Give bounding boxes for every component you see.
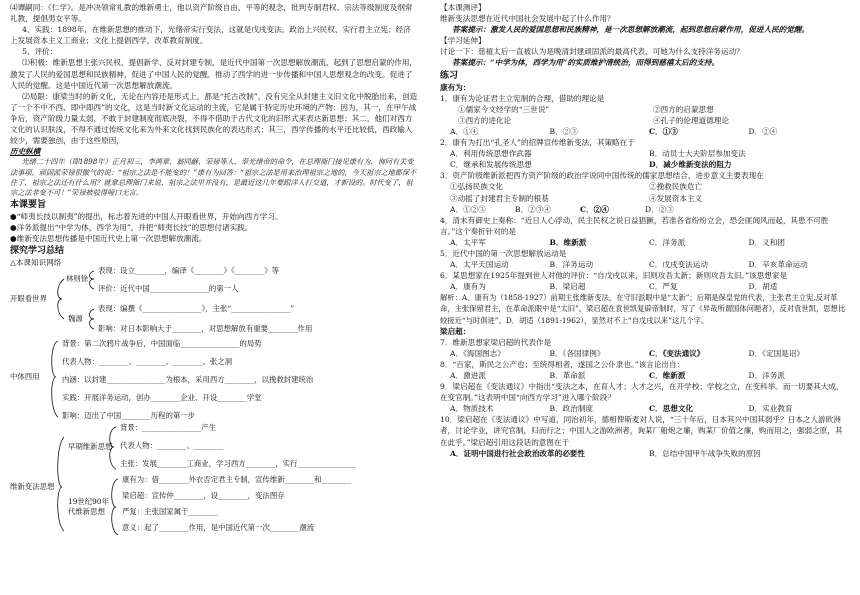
q3-statements-a: ①弘扬民族文化 ②挽救民族危亡 bbox=[450, 182, 703, 192]
network-label: △本课知识网络 bbox=[10, 258, 62, 268]
node-yan-fu: 严复：主张国家属于________ bbox=[122, 506, 219, 516]
practice-paragraph: 4、实践：1898年，在维新思想的推动下，光绪帝实行变法，这就是戊戌变法。政治上兴民权、实行君主立宪；经济上发展资本主义工商业；文化上提倡西学，改革教育制度。 bbox=[10, 25, 411, 46]
extension-question: 讨论一下：慈禧太后一直被认为是晚清封建顽固派的最高代表，可她为什么支持洋务运动？ bbox=[440, 47, 744, 57]
q8-choices: A．激进派 B．革命派 C．维新派 D．洋务派 bbox=[450, 371, 785, 380]
history-heading: 历史纵横 bbox=[10, 147, 41, 157]
question-7: 7．维新思想家梁启超的代表作是 bbox=[440, 337, 552, 347]
knowledge-mind-map bbox=[10, 265, 418, 539]
limitation-evaluation: ⑵局限：康梁当时的新文化，无论在内容还是形式上，都是“托古改制”，没有完全从封建主义旧文化中脱胎出来，创造了一个不中不西、即中即西”的文化，这是当时新文化运动的主流，它是属于特定历史环境的产物：因为，其一，在甲午战争后，资产阶级力量太弱，不敢于封建制度彻底决裂，不得不借助于古代文化的旧形式来表达新思想；其二，他们对西方文化的认识肤浅，不得不通过传统文化来为外来文化找到民族化的表达形式；其三，西学传播的水平还比较低，西政输入较少，需要独创，由于这些原因， bbox=[10, 91, 418, 146]
q3-statements-b: ③动摇了封建君主专制的根基 ④发展资本主义 bbox=[450, 193, 703, 203]
question-1: 1．康有为论证君主立宪制的合理，借助的理论是 bbox=[440, 93, 605, 103]
practice-heading: 练习 bbox=[440, 70, 459, 81]
q10-choices: A．证明中国进行社会政治改革的必要性 B．总结中国甲午战争失败的原因 bbox=[450, 448, 761, 458]
node-reform-thought: 维新变法思想 bbox=[10, 481, 55, 491]
node-wei-performance: 表现：编撰《________________》，主张“________________” bbox=[98, 303, 295, 313]
q1-choices: A．①④ B．②③ C．①③ D．②④ bbox=[450, 126, 778, 136]
tan-sitong-paragraph: ⑷谭嗣同：《仁学》。是冲决领常礼教的维新勇士，他以资产阶级自由、平等的观念，批判专制君权、宗法等级制度及纲常礼教，提倡男女平等。 bbox=[10, 3, 413, 24]
node-lin-evaluation: 评价：近代中国________________的第一人 bbox=[98, 283, 239, 293]
node-lin-zexu: 林则徐 bbox=[66, 273, 89, 283]
question-2: 2．康有为打出“孔圣人”的招牌宣传维新变法，其策略在于 bbox=[440, 138, 635, 148]
test-heading: 【本课测评】 bbox=[440, 3, 486, 12]
q2-choices-b: C．继承和发展传统思想 D．减少维新变法的阻力 bbox=[450, 160, 732, 170]
summary-bullet-2: ●洋务派提出“中学为体，西学为用”，并把“师夷长技”的思想付诸实践。 bbox=[10, 223, 253, 233]
kang-heading: 康有为： bbox=[440, 82, 471, 92]
node-open-world: 开眼看世界 bbox=[10, 293, 47, 303]
brace-open-top bbox=[58, 279, 64, 299]
history-passage: 光绪二十四年（即1898年）正月初三，李鸿章、翁同龢、荣禄等人，奉光绪帝的命令，在总理衙门接见康有为，询问有关变法事项。顽固派荣禄很傲气的说：“祖宗之法是不能变的！”康有为回答：“祖宗之法是用来治理祖宗之地的，今天祖宗之地都保不住了，祖宗之法还有什么用？就拿总理衙门来说，祖宗之法里并没有，是最近这几年要跟洋人打交道，才新设的。时代变了，祖宗之法非变不可！”荣禄被驳得哑口无言。 bbox=[10, 157, 417, 197]
summary-bullet-3: ●维新变法思想传播是中国近代史上第一次思想解放潮流。 bbox=[10, 234, 207, 244]
node-zt-practice: 实践：开展洋务运动，创办________企业、开设________学堂 bbox=[62, 392, 262, 402]
test-answer: 答案提示：激发人民的爱国思想和民族精神，是一次思想解放潮流，起到思想启蒙作用，促进人民的觉醒。 bbox=[452, 25, 810, 35]
q4-choices: A．太平军 B．维新派 C．洋务派 D．义和团 bbox=[450, 237, 785, 247]
q1-statements-a: ①儒家今文经学的“三世说” ②西方的启蒙思想 bbox=[458, 104, 714, 114]
evaluation-label: 5、评价： bbox=[22, 47, 58, 57]
node-early-background: 背景：________________产生 bbox=[120, 422, 217, 432]
question-8: 8．“百家，斯民之公产也；至统得相者，遂国之公仆隶也。”该言论出自： bbox=[440, 359, 685, 369]
q3-choices: A．①②③ B．②③④ C．②④ D．②③ bbox=[450, 204, 674, 214]
node-early-reform: 早期维新思想 bbox=[68, 441, 113, 451]
extension-answer: 答案提示：“中学为体，西学为用”的实质维护清统治，而得到慈禧太后的支持。 bbox=[452, 58, 720, 68]
node-zhongti-xiyong: 中体西用 bbox=[10, 371, 40, 381]
q6-choices: A．康有为 B．梁启超 C．严复 D．胡适 bbox=[450, 282, 778, 292]
q9-choices: A．物质技术 B．政治制度 C．思想文化 D．实业教育 bbox=[450, 404, 793, 414]
question-10: 10．梁启超在《变法通议》中写道，同治初年，德相俾斯麦对人说，“三十年后，日本其兴中国其弱乎？日本之人游欧洲者，讨论学业，讲究官制，归而行之；中国人之游欧洲者，询某厂船炮之廉，购某厂价值之廉，购而用之，强弱之原，其在此乎。”梁启超引用这段话的意图在于 bbox=[440, 415, 843, 447]
node-wei-yuan: 魏源 bbox=[68, 313, 83, 323]
brace-zt bbox=[52, 341, 58, 377]
node-zt-figures: 代表人物：________、________、________、张之洞 bbox=[62, 356, 232, 366]
summary-heading: 本课要旨 bbox=[10, 200, 47, 211]
left-column bbox=[10, 2, 418, 539]
q6-explanation: 解析：A．康有为（1858-1927）前期主张维新变法，在守旧派眼中是“太新”；后期是保皇党的代表，主张君主立宪,反对革命，主张保留君主，在革命派眼中是“太旧”。梁启超在袁世凯复辟帝制时，写了《异哉所谓国体问题者》，反对袁世凯，思想比较接近“与时俱进”。D．胡适（1891-1962），显然对不上“自戊戌以来”这几个字。 bbox=[440, 293, 846, 325]
right-column bbox=[440, 2, 848, 459]
question-3: 3．资产阶级维新派把西方资产阶级的政治学说同中国传统的儒家思想结合，进步意义主要表现在 bbox=[440, 171, 764, 181]
q1-statements-b: ③西方的进化论 ④孔子的伦理道德理论 bbox=[458, 115, 729, 125]
question-9: 9．梁启超在《变法通议》中指出“变法之本，在育人才；人才之兴，在开学校；学校之立，在变科举。而一切要其大成，在变官制。”这表明中国“向西方学习”进入哪个阶段？ bbox=[440, 382, 844, 403]
brace-open-bottom bbox=[58, 299, 64, 319]
node-wei-influence: 影响：对日本影响大于________，对思想解放有重要________作用 bbox=[98, 323, 313, 333]
q2-choices-a: A．利用传统思想作武器 B．动员士大夫阶层参加变法 bbox=[450, 149, 746, 159]
summary-bullet-1: ●“师夷长技以制夷”的提出，标志着先进的中国人开眼看世界，开始向西方学习。 bbox=[10, 212, 283, 222]
q5-choices: A．太平天国运动 B．洋务运动 C．戊戌变法运动 D．辛亥革命运动 bbox=[450, 260, 808, 270]
node-liang-qichao: 梁启超：宣传仲________，设________，变法图存 bbox=[122, 490, 285, 500]
node-zt-meaning: 内涵：以封建________________为根本，采用西方________，以挽救封建统治 bbox=[62, 374, 314, 384]
node-lin-performance: 表现：设立________，编译《________》《________》等 bbox=[98, 265, 280, 275]
question-5: 5．近代中国的第一次思想解放运动是 bbox=[440, 248, 567, 258]
node-zt-background: 背景：第二次鸦片战争后，中国面临________________的局势 bbox=[62, 338, 262, 348]
positive-evaluation: ⑴积极：维新思想主张兴民权、提倡新学、反对封建专制，是近代中国第一次思想解放潮流，起到了思想启蒙的作用，激发了人民的爱国思想和民族精神，促进了中国人民的觉醒。推动了西学的进一步传播和中国人思想观念的改变。促进了人民的觉醒。这是中国近代第一次思想解放潮流。 bbox=[10, 58, 418, 90]
node-early-ideas: 主张：发展________工商业，学习西方________，实行________________ bbox=[120, 458, 357, 468]
q7-choices: A．《海国图志》 B．《各国律例》 C．《变法通议》 D．《定国是诏》 bbox=[450, 348, 804, 358]
liang-heading: 梁启超： bbox=[440, 326, 471, 336]
test-question: 维新变法思想在近代中国社会发展中起了什么作用？ bbox=[440, 14, 615, 24]
explore-heading: 探究学习总结 bbox=[10, 246, 65, 257]
node-early-figures: 代表人物：________、________ bbox=[120, 440, 224, 450]
node-zt-influence: 影响：迈出了中国________历程的第一步 bbox=[62, 410, 196, 420]
question-4: 4．清末有御史上奏称：“近日人心浮动，民主民权之说日益猖獗，若准各省纷纷立会，恐会匪闻风而起，其患不可胜言。”这个奏折针对的是 bbox=[440, 215, 829, 236]
node-kang-youwei: 康有为：借________外衣否定君主专制，宣传维新________和________ bbox=[122, 474, 352, 484]
node-1890s-reform: 19世纪90年代维新思想 bbox=[68, 496, 109, 516]
node-significance: 意义：起了________作用，是中国近代第一次________潮流 bbox=[122, 522, 315, 532]
extension-heading: 【学习延伸】 bbox=[440, 36, 486, 46]
brace-wx bbox=[58, 437, 64, 487]
question-6: 6．某思想家在1925年提到世人对他的评价：“自戊戌以来，旧则攻吾太新；新则攻吾太旧。”该思想家是 bbox=[440, 271, 788, 281]
